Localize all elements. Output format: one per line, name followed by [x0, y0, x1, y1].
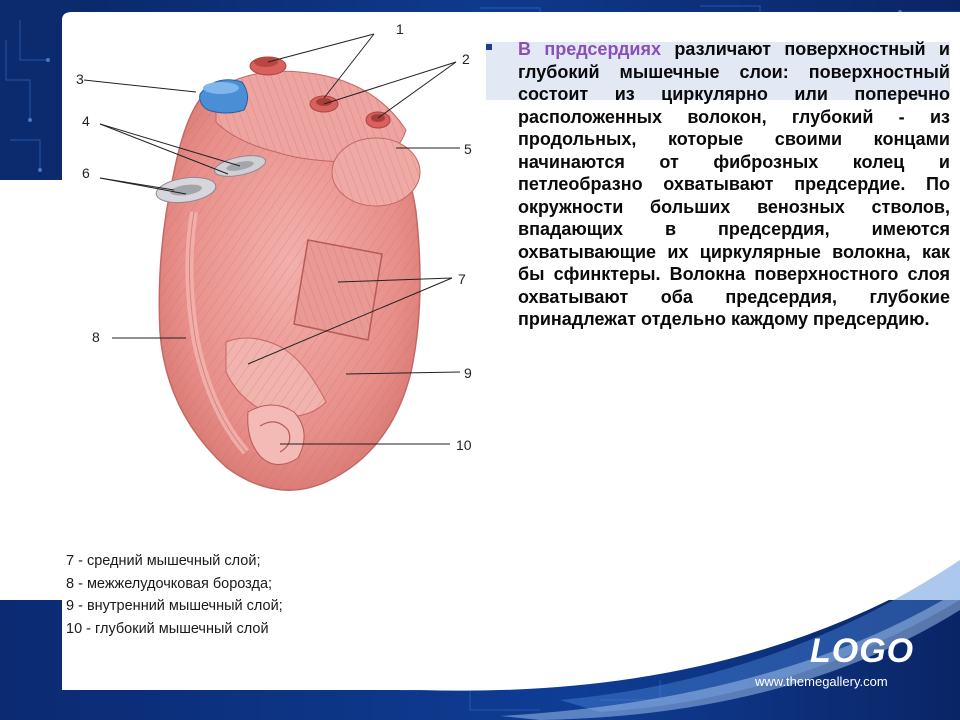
figure-label-6: 6: [82, 165, 90, 181]
figure-label-2: 2: [462, 51, 470, 67]
figure-label-3: 3: [76, 71, 84, 87]
figure-label-4: 4: [82, 113, 90, 129]
text-panel: [486, 38, 950, 454]
body-paragraph: [518, 38, 950, 331]
heart-illustration: [76, 12, 480, 528]
figure-label-10: 10: [456, 437, 472, 453]
figure-label-5: 5: [464, 141, 472, 157]
figure-label-7: 7: [458, 271, 466, 287]
bullet-icon: [486, 44, 492, 50]
footer-url: www.themegallery.com: [755, 674, 888, 689]
figure-label-8: 8: [92, 329, 100, 345]
caption-line: 7 - средний мышечный слой;: [66, 553, 261, 569]
caption-line: 9 - внутренний мышечный слой;: [66, 598, 283, 614]
figure-caption: [66, 550, 386, 640]
paragraph-rest: различают поверхностный и глубокий мышечные слои: поверхностный состоит из циркулярно или поперечно расположенных волокон, глубокий - из продольных, которые своими концами начинаются от фиброзных колец и петлеобразно охватывают предсердие. По окружности больших венозных стволов, впадающих в предсердия, имеются охватывающие их циркулярные волокна, как бы сфинктеры. Волокна поверхностного слоя охватывают оба предсердия, глубокие принадлежат отдельно каждому предсердию.: [518, 39, 950, 329]
paragraph-highlight: В предсердиях: [518, 39, 661, 59]
figure-label-1: 1: [396, 21, 404, 37]
caption-line: 10 - глубокий мышечный слой: [66, 620, 269, 637]
figure-label-9: 9: [464, 365, 472, 381]
caption-line: 8 - межжелудочковая борозда;: [66, 575, 273, 592]
heart-figure: [76, 12, 480, 528]
logo: LOGO: [810, 632, 915, 670]
